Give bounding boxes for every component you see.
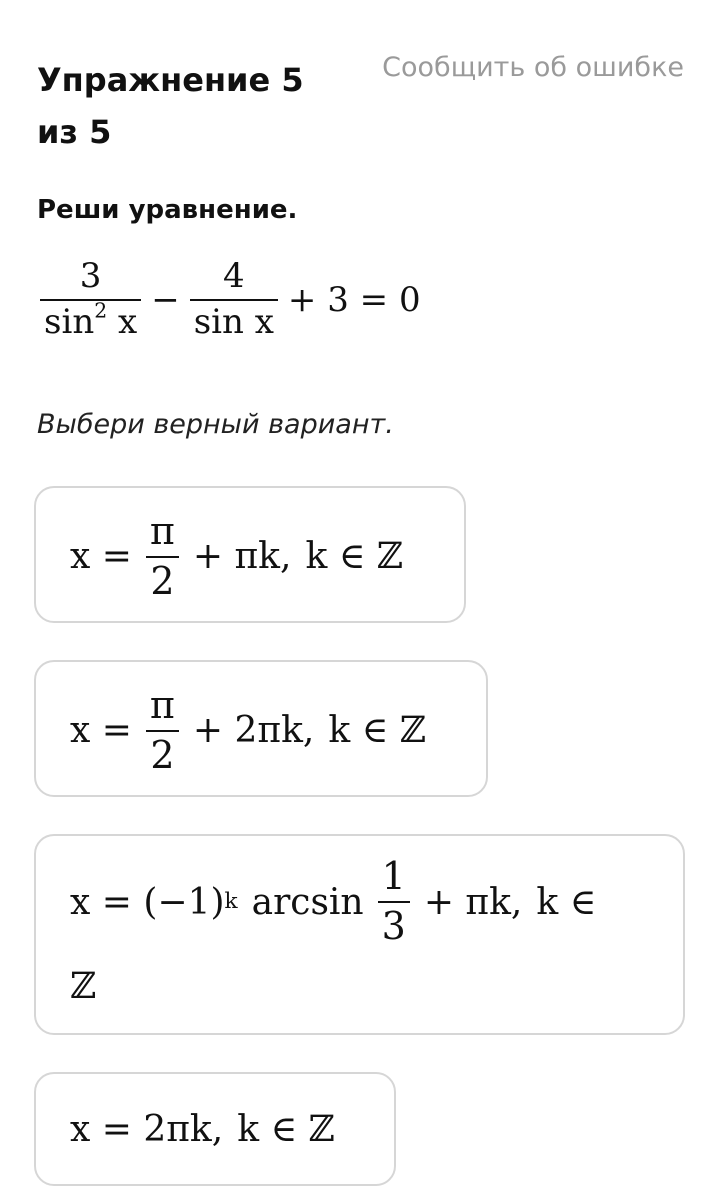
fraction-numerator: 3 [79, 256, 102, 297]
option-lhs: x = (−1) [70, 881, 225, 923]
fraction-denominator: 3 [378, 901, 410, 947]
option-domain: k ∈ ℤ [305, 536, 404, 577]
equation-rest: + 3 = 0 [287, 280, 421, 320]
option-formula [70, 674, 426, 787]
integers-symbol: ℤ [70, 966, 97, 1007]
page-title [37, 54, 337, 158]
option-tail: + πk, [192, 536, 292, 577]
fraction-denominator: sin x [190, 299, 278, 341]
option-tail: + πk, [423, 881, 523, 923]
fraction-denominator: 2 [146, 556, 178, 602]
answer-option-2[interactable] [34, 660, 488, 797]
fraction-numerator: π [149, 682, 175, 727]
option-lhs: x = 2πk, [70, 1108, 224, 1150]
fraction-denominator: 2 [146, 730, 178, 776]
answer-option-4[interactable] [34, 1072, 396, 1186]
fraction-denominator [40, 299, 141, 341]
task-equation [40, 252, 431, 348]
option-formula [70, 852, 660, 1022]
option-lhs: x = [70, 710, 132, 751]
option-formula-line-2 [70, 952, 660, 1022]
fraction-numerator: π [149, 508, 175, 553]
fraction-numerator: 1 [381, 854, 406, 899]
option-fraction [146, 682, 179, 777]
option-fraction [146, 508, 179, 603]
report-error-link[interactable]: Сообщить об ошибке [382, 52, 684, 83]
page-title-line-2: из 5 [37, 113, 112, 151]
task-instruction: Реши уравнение. [37, 195, 298, 225]
option-domain: k ∈ [536, 881, 597, 923]
option-formula [70, 1074, 335, 1184]
page-title-line-1: Упражнение 5 [37, 61, 304, 99]
arcsin-function: arcsin [251, 881, 364, 923]
variable: x [118, 302, 138, 342]
equation-fraction-1 [40, 256, 141, 342]
option-formula [70, 500, 403, 613]
answer-option-1[interactable] [34, 486, 466, 623]
choose-prompt: Выбери верный вариант. [37, 409, 394, 440]
option-domain: k ∈ ℤ [237, 1108, 335, 1150]
option-formula-line-1: x = (−1) k arcsin $\frac{1}{3}$ + πk, k ∈ [70, 854, 597, 948]
equation-fraction-2 [190, 256, 278, 342]
exponent: 2 [94, 298, 108, 323]
option-lhs: x = [70, 536, 132, 577]
option-domain: k ∈ ℤ [328, 710, 426, 751]
option-fraction [378, 854, 410, 948]
sin-function: sin [44, 302, 95, 342]
option-tail: + 2πk, [192, 710, 315, 751]
fraction-numerator: 4 [223, 256, 245, 297]
answer-option-3[interactable] [34, 834, 685, 1035]
minus-sign: − [151, 280, 180, 320]
